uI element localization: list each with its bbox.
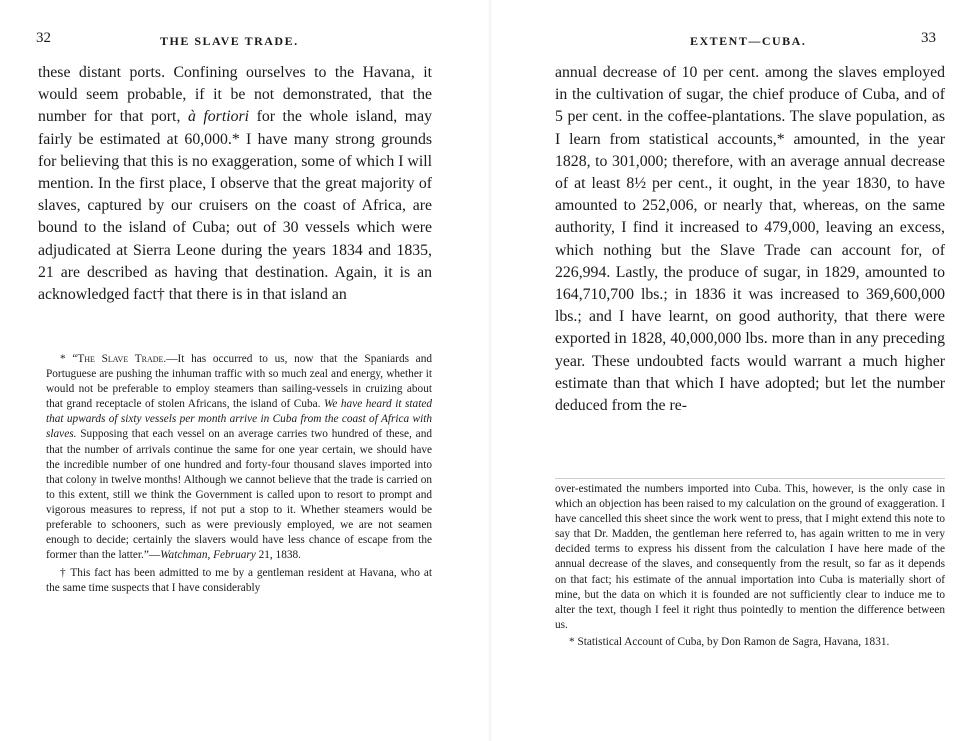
footnote-continuation: over-estimated the numbers imported into Cuba. This, however, is the only case in which an objection has been raised to my calculation on the ground of exaggeration. I have cancelled this sheet since the work went to press, that I might extend this note to say that Dr. Madden, the gentleman here referred to, has again written to me in very decided terms to express his dissent from the calculation I have here made of the annual decrease of the slaves, and consequently from the result, so far as it depends on that fact; his estimate of the annual importation into Cuba is materially short of mine, but the data on which it is founded are not sufficiently clear to induce me to alter the text, though I feel it right thus pointedly to mention the difference between us. (555, 483, 945, 631)
running-head-left: THE SLAVE TRADE. (160, 34, 299, 48)
running-head-right: EXTENT—CUBA. (690, 34, 807, 48)
left-footnotes (46, 352, 432, 597)
footnote-dagger: † This fact has been admitted to me by a gentleman resident at Havana, who at the same time suspects that I have considerably (46, 567, 432, 595)
right-body-text: annual decrease of 10 per cent. among the slaves employed in the cultivation of sugar, the chief produce of Cuba, and of 5 per cent. in the coffee-plantations. The slave population, as I learn from statistical accounts,* amounted, in the year 1828, to 301,000; therefore, with an average annual decrease of at least 8½ per cent., it ought, in the year 1830, to have amounted to 252,006, or nearly that, whereas, on the same authority, I find it increased to 479,000, leaving an excess, which nothing but the Slave Trade can account for, of 226,994. Lastly, the produce of sugar, in 1829, amounted to 164,710,700 lbs.; in 1836 it was increased to 369,600,000 lbs.; and I have learnt, on good authority, that there were exported in 1828, 40,000,000 lbs. more than in any preceding year. These undoubted facts would warrant a much higher estimate than that which I have adopted; but let the number deduced from the re- (555, 64, 945, 415)
left-body-text: these distant ports. Confining ourselves to the Havana, it would seem probable, if it be not demonstrated, that the number for that port, à fortiori for the whole island, may fairly be estimated at 60,000.* I have many strong grounds for believing that this is no exaggeration, some of which I will mention. In the first place, I observe that the great majority of slaves, captured by our cruisers on the coast of Africa, are bound to the island of Cuba; out of 30 vessels which were adjudicated at Sierra Leone during the years 1834 and 1835, 21 are described as having that destination. Again, it is an acknowledged fact† that there is in that island an (38, 64, 432, 304)
page-number-right: 33 (921, 30, 936, 46)
right-footnotes (555, 482, 945, 650)
footnote-watchman: * “The Slave Trade.—It has occurred to us, now that the Spaniards and Portuguese are pushing the inhuman traffic with so much zeal and energy, whether it would not be preferable to employ steamers than sailing-vessels in cruizing about that grand receptacle of stolen Africans, the island of Cuba. We have heard it stated that upwards of sixty vessels per month arrive in Cuba from the coast of Africa with slaves. Supposing that each vessel on an average carries two hundred of these, and that the number of arrivals continue the same for one year certain, we should have the incredible number of one hundred and forty-four thousand slaves imported into that colony in twelve months! Although we cannot believe that the trade is carried on to this extent, still we think the Government is called upon to resort to prompt and vigorous measures to repress, if not put a stop to it. Whether steamers would be preferable to schooners, such as were previously employed, we are not seamen enough to decide; certainly the slavers would have less chance of escape from the former than the latter.”—Watchman, February 21, 1838. (46, 353, 432, 562)
footnote-statistical-account: * Statistical Account of Cuba, by Don Ramon de Sagra, Havana, 1831. (569, 635, 890, 648)
page-number-left: 32 (36, 30, 51, 46)
footnote-divider (555, 478, 945, 479)
